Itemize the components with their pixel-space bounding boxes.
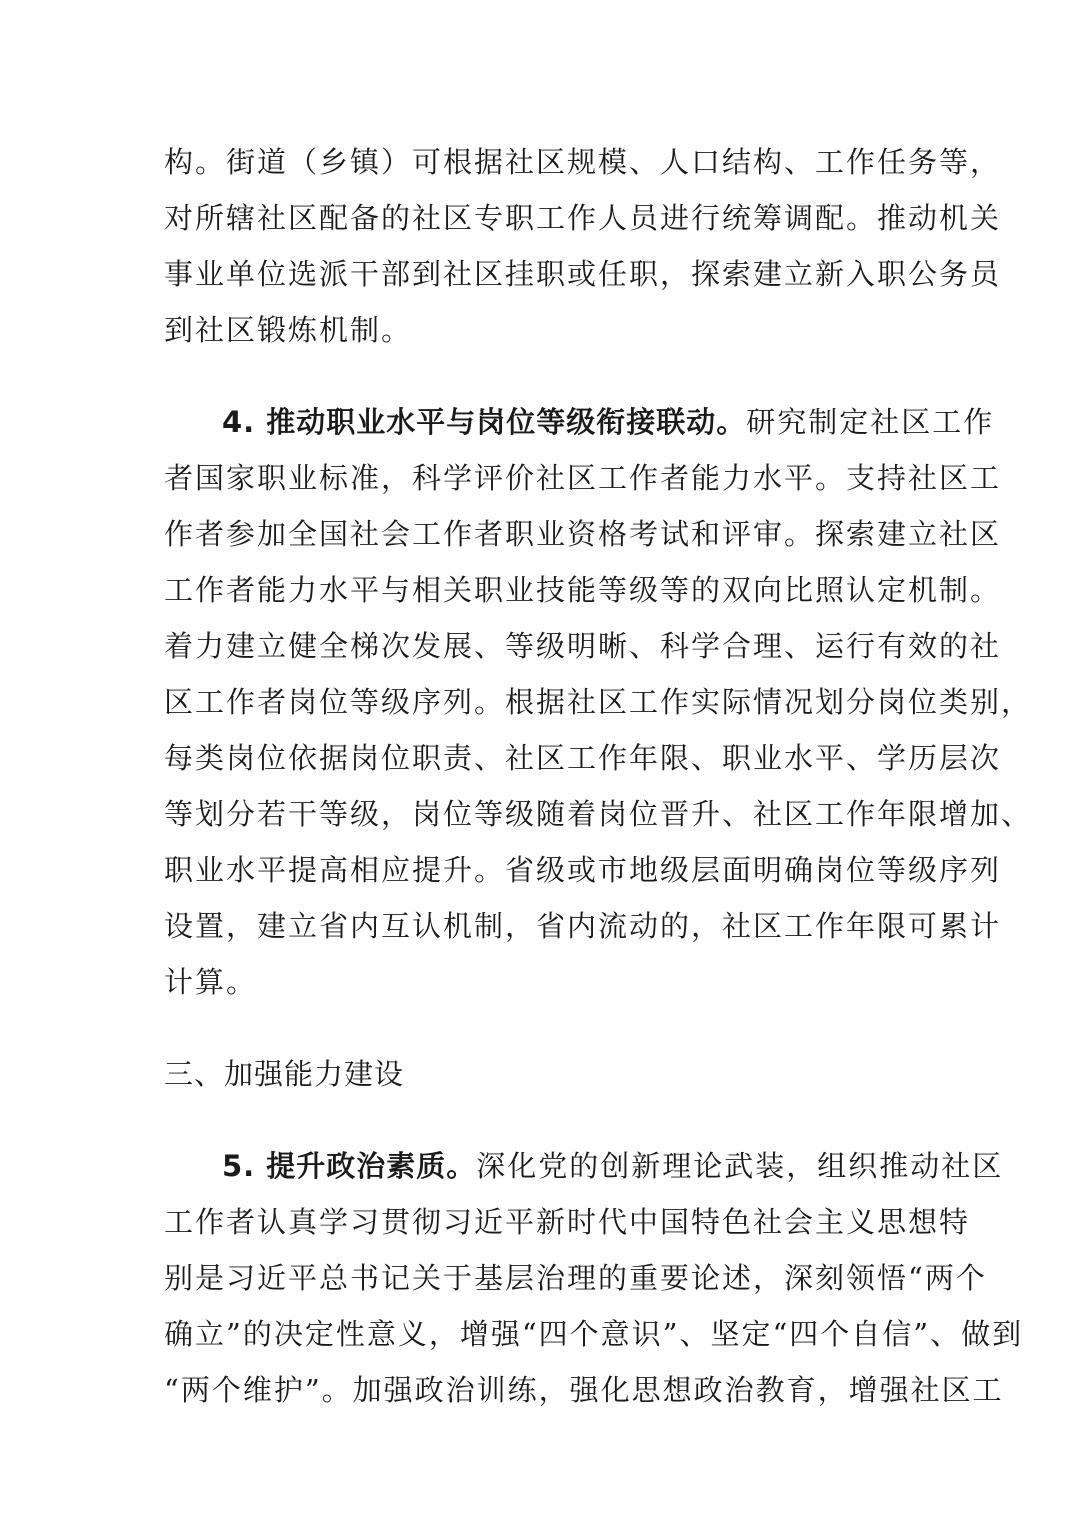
text-line: 到社区锻炼机制。	[164, 313, 413, 347]
text-line	[164, 394, 995, 450]
text-line: 职业水平提高相应提升。省级或市地级层面明确岗位等级序列	[164, 853, 1002, 887]
text-line: 事业单位选派干部到社区挂职或任职，探索建立新入职公务员	[164, 257, 1002, 291]
text-line: 着力建立健全梯次发展、等级明晰、科学合理、运行有效的社	[164, 629, 1002, 663]
item-5-lead: 5. 提升政治素质。	[222, 1149, 477, 1183]
text-line: 构。街道（乡镇）可根据社区规模、人口结构、工作任务等，	[164, 145, 1002, 179]
text-line: 等划分若干等级，岗位等级随着岗位晋升、社区工作年限增加、	[164, 797, 1033, 831]
paragraph-item-5	[164, 1138, 1024, 1418]
text-line: 工作者能力水平与相关职业技能等级等的双向比照认定机制。	[164, 573, 1002, 607]
text-line: 别是习近平总书记关于基层治理的重要论述，深刻领悟“两个	[164, 1261, 987, 1295]
paragraph-staffing	[164, 134, 1002, 358]
text-line: 作者参加全国社会工作者职业资格考试和评审。探索建立社区	[164, 517, 1002, 551]
paragraph-item-4	[164, 394, 1033, 1010]
item-4-lead: 4. 推动职业水平与岗位等级衔接联动。	[222, 405, 747, 439]
text-line: 每类岗位依据岗位职责、社区工作年限、职业水平、学历层次	[164, 741, 1002, 775]
text-line: 计算。	[164, 965, 258, 999]
text-line: 工作者认真学习贯彻习近平新时代中国特色社会主义思想特	[164, 1205, 971, 1239]
text-line: 确立”的决定性意义，增强“四个意识”、坚定“四个自信”、做到	[164, 1317, 1024, 1351]
document-page	[164, 134, 1033, 1418]
section-heading: 三、加强能力建设	[164, 1057, 405, 1091]
text-line	[164, 1138, 1004, 1194]
item-4-first-rest: 研究制定社区工作	[746, 405, 995, 439]
item-5-first-rest: 深化党的创新理论武装，组织推动社区	[476, 1149, 1004, 1183]
text-line: “两个维护”。加强政治训练，强化思想政治教育，增强社区工	[164, 1373, 1004, 1407]
text-line: 设置，建立省内互认机制，省内流动的，社区工作年限可累计	[164, 909, 1002, 943]
text-line: 对所辖社区配备的社区专职工作人员进行统筹调配。推动机关	[164, 201, 1002, 235]
text-line: 区工作者岗位等级序列。根据社区工作实际情况划分岗位类别，	[164, 685, 1033, 719]
text-line: 者国家职业标准，科学评价社区工作者能力水平。支持社区工	[164, 461, 1002, 495]
